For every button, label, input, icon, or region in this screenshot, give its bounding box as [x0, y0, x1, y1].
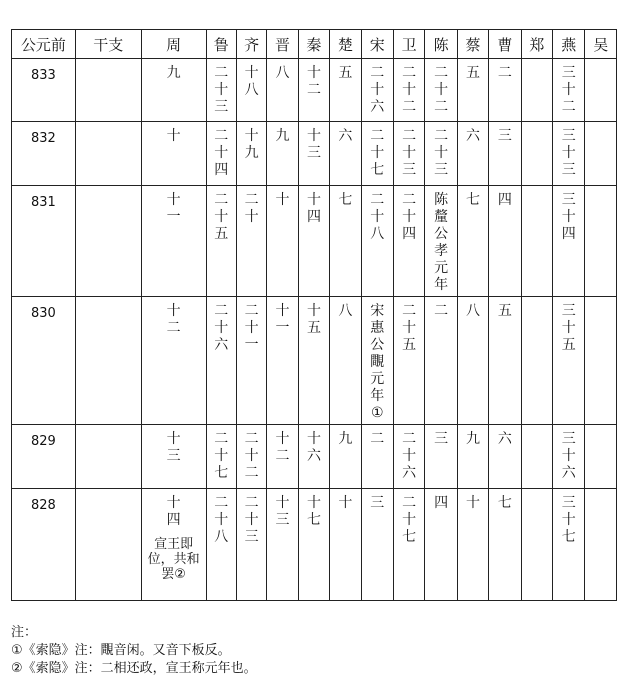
column-header: 郑 — [521, 30, 552, 59]
table-cell — [330, 122, 361, 186]
table-cell — [267, 122, 298, 186]
cell-value: 九 — [275, 128, 290, 144]
table-cell — [267, 489, 298, 601]
cell-value: 八 — [275, 65, 290, 81]
table-cell — [361, 59, 393, 122]
table-cell — [206, 59, 236, 122]
table-cell — [425, 425, 457, 489]
cell-value: 三 — [370, 495, 385, 511]
column-header: 吴 — [585, 30, 617, 59]
column-header: 齐 — [236, 30, 266, 59]
table-cell — [457, 59, 488, 122]
table-cell — [75, 59, 141, 122]
table-cell — [206, 297, 236, 425]
table-cell — [361, 186, 393, 297]
table-row — [12, 186, 617, 297]
cell-value — [522, 122, 552, 128]
cell-value: 二 十 六 — [370, 65, 385, 115]
cell-value: 二 十 三 — [434, 128, 449, 178]
cell-value — [585, 186, 616, 192]
table-cell — [298, 425, 329, 489]
table-cell — [457, 297, 488, 425]
cell-value: 十 三 — [306, 128, 321, 161]
table-cell — [298, 186, 329, 297]
cell-value: 二 十 五 — [214, 192, 229, 242]
cell-value: 六 — [497, 431, 512, 447]
cell-value — [522, 425, 552, 431]
table-cell — [521, 425, 552, 489]
table-row — [12, 59, 617, 122]
cell-value: 九 — [338, 431, 353, 447]
table-cell — [361, 489, 393, 601]
table-cell — [393, 186, 424, 297]
cell-value — [76, 425, 141, 431]
footnote-1: ①《索隐》注：覸音闲。又音下板反。 — [11, 643, 231, 658]
table-cell — [298, 122, 329, 186]
cell-value: 二 十 七 — [402, 495, 417, 545]
table-cell — [267, 297, 298, 425]
column-header: 周 — [141, 30, 206, 59]
year-value: 832 — [31, 131, 56, 146]
table-cell — [553, 489, 585, 601]
cell-value — [76, 489, 141, 495]
table-cell — [521, 59, 552, 122]
column-header: 晋 — [267, 30, 298, 59]
cell-value: 五 — [466, 65, 480, 81]
cell-value — [585, 297, 616, 303]
table-cell — [585, 59, 617, 122]
year-value: 828 — [31, 498, 56, 513]
table-cell — [141, 59, 206, 122]
cell-value — [522, 297, 552, 303]
table-cell — [585, 122, 617, 186]
cell-value: 十 — [275, 192, 290, 208]
cell-value: 十 七 — [306, 495, 321, 528]
cell-value — [585, 489, 616, 495]
cell-value: 十 二 — [275, 431, 290, 464]
table-cell — [393, 122, 424, 186]
table-cell — [267, 186, 298, 297]
table-body — [12, 59, 617, 601]
year-cell — [12, 489, 76, 601]
table-cell — [75, 297, 141, 425]
cell-value — [585, 425, 616, 431]
table-header-row — [12, 30, 617, 59]
table-cell — [489, 489, 521, 601]
cell-value: 三 十 五 — [561, 303, 576, 353]
zhou-note: 宣王即位，共和罢② — [147, 537, 200, 582]
cell-value: 八 — [466, 303, 480, 319]
cell-value: 二 十 五 — [402, 303, 417, 353]
cell-value: 九 — [166, 65, 181, 81]
cell-value: 十 二 — [306, 65, 321, 98]
table-cell — [236, 122, 266, 186]
cell-value: 二 十 一 — [244, 303, 259, 353]
table-cell — [585, 186, 617, 297]
table-row — [12, 122, 617, 186]
table-cell — [267, 59, 298, 122]
cell-value: 十 五 — [306, 303, 321, 336]
cell-value: 陈 釐 公 孝 元 年 — [434, 192, 449, 293]
cell-value: 二 十 六 — [402, 431, 417, 481]
table-cell — [298, 489, 329, 601]
table-cell — [489, 425, 521, 489]
table-cell — [489, 59, 521, 122]
table-cell — [553, 425, 585, 489]
cell-value — [76, 186, 141, 192]
table-cell — [521, 489, 552, 601]
cell-value: 九 — [466, 431, 480, 447]
cell-value: 二 十 三 — [214, 65, 229, 115]
column-header: 干支 — [75, 30, 141, 59]
table-cell — [457, 425, 488, 489]
cell-value: 二 十 七 — [214, 431, 229, 481]
table-cell — [267, 425, 298, 489]
column-header: 燕 — [553, 30, 585, 59]
cell-value: 十 八 — [244, 65, 259, 98]
cell-value: 十 三 — [166, 431, 181, 464]
table-cell — [206, 186, 236, 297]
table-cell — [393, 59, 424, 122]
footnotes — [11, 624, 621, 678]
cell-value: 六 — [338, 128, 353, 144]
table-cell — [553, 122, 585, 186]
table-row — [12, 489, 617, 601]
year-cell — [12, 186, 76, 297]
table-cell — [298, 59, 329, 122]
footnote-2: ②《索隐》注：二相还政，宣王称元年也。 — [11, 661, 257, 676]
table-cell — [489, 186, 521, 297]
table-cell — [236, 59, 266, 122]
cell-value: 四 — [497, 192, 512, 208]
table-cell — [330, 59, 361, 122]
table-cell — [521, 186, 552, 297]
cell-value: 七 — [497, 495, 512, 511]
table-cell — [361, 297, 393, 425]
table-cell — [553, 186, 585, 297]
table-cell — [75, 186, 141, 297]
cell-value — [76, 59, 141, 65]
table-cell — [330, 489, 361, 601]
cell-value: 二 — [370, 431, 385, 447]
table-cell — [553, 297, 585, 425]
year-cell — [12, 122, 76, 186]
cell-value: 三 十 二 — [561, 65, 576, 115]
cell-value: 十 二 — [166, 303, 181, 336]
table-cell — [330, 425, 361, 489]
cell-value: 八 — [338, 303, 353, 319]
cell-value — [522, 489, 552, 495]
cell-value: 四 — [434, 495, 449, 511]
table-cell — [393, 489, 424, 601]
cell-value: 七 — [466, 192, 480, 208]
table-cell — [585, 489, 617, 601]
table-cell — [330, 186, 361, 297]
table-cell — [425, 297, 457, 425]
cell-value: 十 — [466, 495, 480, 511]
cell-value: 十 一 — [275, 303, 290, 336]
cell-value: 二 十 二 — [434, 65, 449, 115]
column-header: 蔡 — [457, 30, 488, 59]
cell-value: 五 — [338, 65, 353, 81]
chronology-table — [11, 29, 617, 601]
table-cell — [553, 59, 585, 122]
cell-value — [76, 297, 141, 303]
table-cell — [361, 425, 393, 489]
cell-value: 十 四 — [166, 495, 181, 528]
cell-value — [76, 122, 141, 128]
cell-value: 二 十 七 — [370, 128, 385, 178]
year-value: 830 — [31, 306, 56, 321]
table-row — [12, 297, 617, 425]
cell-value — [522, 59, 552, 65]
cell-value: 七 — [338, 192, 353, 208]
cell-value: 二 — [497, 65, 512, 81]
cell-value — [585, 122, 616, 128]
table-cell — [206, 122, 236, 186]
cell-value: 三 十 三 — [561, 128, 576, 178]
year-value: 831 — [31, 195, 56, 210]
table-cell — [330, 297, 361, 425]
cell-value: 二 十 三 — [244, 495, 259, 545]
cell-value — [585, 59, 616, 65]
table-cell — [489, 297, 521, 425]
table-cell — [425, 122, 457, 186]
cell-value: 十 — [166, 128, 181, 144]
table-cell — [141, 186, 206, 297]
cell-value — [522, 186, 552, 192]
cell-value: 六 — [466, 128, 480, 144]
footnotes-heading: 注： — [11, 625, 38, 640]
table-cell — [585, 297, 617, 425]
cell-value: 宋 惠 公 覸 元 年 ① — [370, 303, 385, 421]
table-cell — [236, 489, 266, 601]
table-cell — [75, 425, 141, 489]
table-cell — [521, 297, 552, 425]
column-header: 宋 — [361, 30, 393, 59]
cell-value: 十 六 — [306, 431, 321, 464]
column-header: 楚 — [330, 30, 361, 59]
table-cell — [206, 489, 236, 601]
cell-value: 五 — [497, 303, 512, 319]
cell-value: 二 十 二 — [402, 65, 417, 115]
cell-value: 二 十 — [244, 192, 259, 225]
table-cell — [141, 122, 206, 186]
table-cell — [236, 425, 266, 489]
cell-value: 二 十 六 — [214, 303, 229, 353]
column-header: 秦 — [298, 30, 329, 59]
cell-value: 十 一 — [166, 192, 181, 225]
table-cell — [393, 297, 424, 425]
table-cell — [206, 425, 236, 489]
cell-value: 二 十 三 — [402, 128, 417, 178]
cell-value: 十 九 — [244, 128, 259, 161]
table-row — [12, 425, 617, 489]
cell-value: 二 十 八 — [214, 495, 229, 545]
table-cell — [75, 122, 141, 186]
cell-value: 二 — [434, 303, 449, 319]
table-cell — [489, 122, 521, 186]
year-cell — [12, 425, 76, 489]
column-header: 陈 — [425, 30, 457, 59]
table-cell — [141, 297, 206, 425]
table-cell — [457, 489, 488, 601]
cell-value: 三 十 六 — [561, 431, 576, 481]
table-cell — [361, 122, 393, 186]
cell-value: 二 十 四 — [402, 192, 417, 242]
cell-value: 二 十 二 — [244, 431, 259, 481]
cell-value: 二 十 四 — [214, 128, 229, 178]
table-cell — [236, 186, 266, 297]
cell-value: 三 十 四 — [561, 192, 576, 242]
table-cell — [141, 489, 206, 601]
year-cell — [12, 59, 76, 122]
cell-value: 三 — [497, 128, 512, 144]
year-value: 829 — [31, 434, 56, 449]
table-cell — [425, 59, 457, 122]
table-cell — [425, 186, 457, 297]
table-cell — [457, 186, 488, 297]
table-cell — [141, 425, 206, 489]
table-cell — [457, 122, 488, 186]
table-cell — [393, 425, 424, 489]
cell-value: 十 四 — [306, 192, 321, 225]
column-header: 公元前 — [12, 30, 76, 59]
cell-value: 三 — [434, 431, 449, 447]
table-cell — [425, 489, 457, 601]
column-header: 卫 — [393, 30, 424, 59]
table-cell — [298, 297, 329, 425]
cell-value: 十 — [338, 495, 353, 511]
column-header: 鲁 — [206, 30, 236, 59]
cell-value: 十 三 — [275, 495, 290, 528]
year-cell — [12, 297, 76, 425]
table-cell — [521, 122, 552, 186]
table-cell — [75, 489, 141, 601]
table-cell — [585, 425, 617, 489]
column-header: 曹 — [489, 30, 521, 59]
year-value: 833 — [31, 68, 56, 83]
cell-value: 三 十 七 — [561, 495, 576, 545]
table-cell — [236, 297, 266, 425]
cell-value: 二 十 八 — [370, 192, 385, 242]
